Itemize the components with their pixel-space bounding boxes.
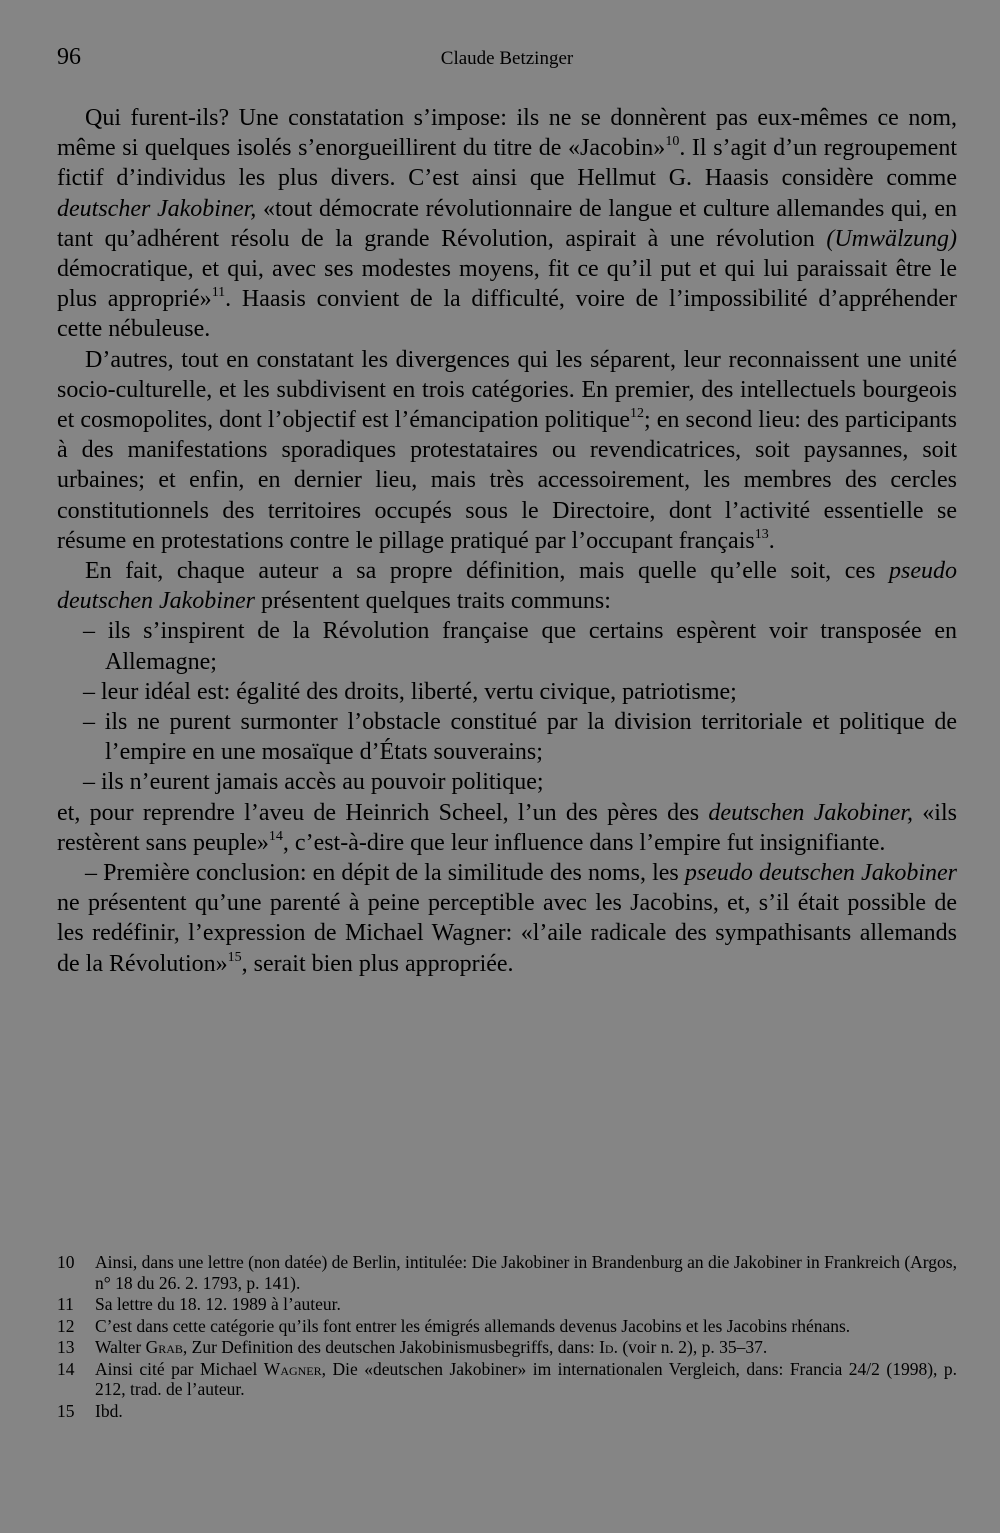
text-run: . Il s’agit d’un regroupement fictif d’individus les plus divers. C’est ainsi que Hellmut G. Haasis considère comme [57,135,958,192]
footnote-ref-11: 11 [211,285,226,301]
footnote-text [95,1359,957,1400]
text-run: «tout démocrate révolutionnaire de langue et culture allemandes qui, en tant qu’adhérent résolu de la grande Révolution, aspirait à une révolution [57,195,957,252]
page-header [57,44,957,78]
footnote-text: Ainsi, dans une lettre (non datée) de Berlin, intitulée: Die Jakobiner in Brandenburg an die Jakobiner in Frankreich (Argos, n° 18 du 26. 2. 1793, p. 141). [95,1252,957,1293]
text-run: Walter [95,1337,146,1357]
body-text [57,103,957,979]
footnote-14 [57,1359,957,1400]
text-run: , serait bien plus appropriée. [241,950,514,977]
footnote-12 [57,1316,957,1337]
italic-term: (Umwälzung) [826,225,957,252]
text-run: et, pour reprendre l’aveu de Heinrich Scheel, l’un des pères des [57,799,709,826]
author-name: Wagner [263,1358,322,1379]
footnote-ref-15: 15 [227,949,242,965]
text-run: , Die «deutschen Jakobiner» im internationalen Vergleich, dans: Francia 24/2 (1998), p. 212, trad. de l’auteur. [95,1358,957,1399]
italic-term: deutschen Jakobiner, [708,799,913,826]
footnote-number: 12 [57,1315,75,1336]
text-run: ; en second lieu: des participants à des manifestations sporadiques protestataires ou revendicatrices, soit paysannes, soit urbaines; et enfin, en dernier lieu, mais très accessoirement, les membres des cercles constitutionnels des territoires occupés sous le Directoire, dont l’activité essentielle se résume en protestations contre le pillage pratiqué par l’occupant français [57,407,958,554]
footnote-ref-12: 12 [630,406,645,422]
footnote-text: C’est dans cette catégorie qu’ils font entrer les émigrés allemands devenus Jacobins et les Jacobins rhénans. [95,1315,851,1336]
paragraph-1 [57,103,957,345]
page-number: 96 [57,44,81,70]
text-run: «ils restèrent sans peuple» [57,799,957,856]
footnote-text: Ibd. [95,1400,123,1421]
text-run: . (voir n. 2), p. 35–37. [613,1337,768,1357]
footnote-15 [57,1401,957,1422]
list-item: – leur idéal est: égalité des droits, liberté, vertu civique, patriotisme; [83,678,737,705]
footnote-10 [57,1252,957,1293]
text-run: démocratique, et qui, avec ses modestes moyens, fit ce qu’il put et qui lui paraissait être le plus approprié» [57,256,957,313]
footnote-ref-13: 13 [754,526,769,542]
ibid-abbrev: Id [599,1337,614,1357]
paragraph-4 [57,798,957,858]
italic-term: pseudo deutschen Jakobiner [57,558,957,615]
footnote-13 [57,1337,957,1358]
italic-term: pseudo deutschen Jakobiner [684,860,958,887]
paragraph-5 [57,858,957,979]
list-item: – ils ne purent surmonter l’obstacle constitué par la division territoriale et politique de l’empire en une mosaïque d’États souverains; [83,709,957,766]
list-item: – ils n’eurent jamais accès au pouvoir politique; [83,769,544,796]
text-run: Qui furent-ils? Une constatation s’impose: ils ne se donnèrent pas eux-mêmes ce nom, même si quelques isolés s’enorgueillirent du titre de «Jacobin» [57,105,957,162]
list-item: – ils s’inspirent de la Révolution française que certains espèrent voir transposée en Allemagne; [83,618,957,675]
footnote-text [95,1337,957,1358]
text-run: ne présentent qu’une parenté à peine perceptible avec les Jacobins, et, s’il était possible de les redéfinir, l’expression de Michael Wagner: «l’aile radicale des sympathisants allemands de la Révolution» [57,890,957,977]
footnote-11 [57,1294,957,1315]
paragraph-3 [57,556,957,616]
footnotes [57,1252,957,1422]
paragraph-2 [57,345,957,556]
footnote-number: 13 [57,1337,75,1357]
text-run: , Zur Definition des deutschen Jakobinismusbegriffs, dans: [182,1337,600,1357]
footnote-number: 15 [57,1400,75,1421]
footnote-text: Sa lettre du 18. 12. 1989 à l’auteur. [95,1294,341,1314]
footnote-ref-10: 10 [665,134,680,150]
footnote-ref-14: 14 [268,828,283,844]
text-run: présentent quelques traits communs: [254,588,611,615]
text-run: En fait, chaque auteur a sa propre définition, mais quelle qu’elle soit, ces [85,558,889,585]
running-head: Claude Betzinger [440,48,574,69]
footnote-number: 14 [57,1358,75,1379]
footnote-number: 10 [57,1252,75,1272]
text-run: . [768,527,775,554]
author-name: Grab [145,1337,183,1357]
text-run: . Haasis convient de la difficulté, voire de l’impossibilité d’appréhender cette nébuleuse. [57,286,957,343]
footnote-number: 11 [57,1294,74,1314]
text-run: D’autres, tout en constatant les divergences qui les séparent, leur reconnaissent une unité socio-culturelle, et les subdivisent en trois catégories. En premier, des intellectuels bourgeois et cosmopolites, dont l’objectif est l’émancipation politique [57,346,957,434]
text-run: , c’est-à-dire que leur influence dans l’empire fut insignifiante. [282,829,886,856]
italic-term: deutscher Jakobiner, [57,195,257,222]
text-run: Ainsi cité par Michael [95,1358,264,1379]
text-run: – Première conclusion: en dépit de la similitude des noms, les [85,860,685,887]
